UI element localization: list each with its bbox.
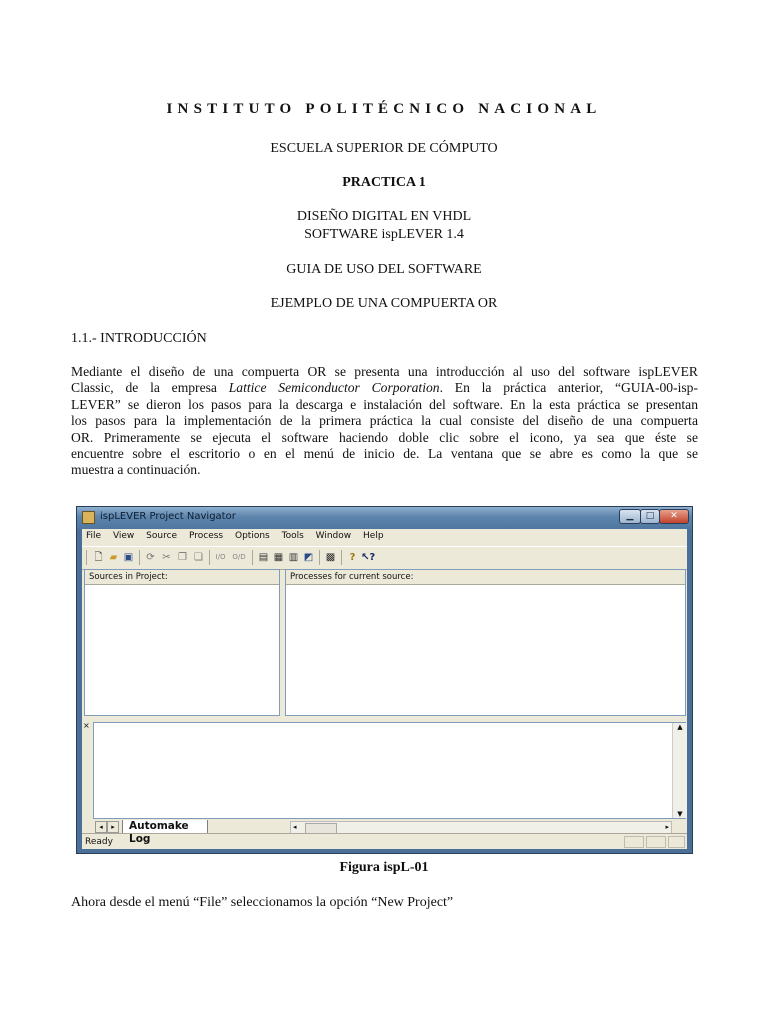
menu-view[interactable]: View bbox=[112, 531, 135, 541]
refresh-icon[interactable]: ⟳ bbox=[146, 552, 155, 563]
intro-line-7: muestra a continuación. bbox=[71, 462, 201, 478]
processes-header: Processes for current source: bbox=[286, 570, 685, 585]
intro-line-4: los pasos para la implementación de la primera práctica la cual consiste del diseño de una compuerta bbox=[71, 413, 698, 429]
table-icon[interactable]: ▦ bbox=[273, 552, 284, 563]
paste-icon[interactable]: ❏ bbox=[194, 552, 203, 563]
close-log-icon[interactable]: × bbox=[83, 721, 90, 730]
intro-line-3: LEVER” se dieron los pasos para la descarga e instalación del software. En la esta práctica se presentan bbox=[71, 396, 698, 412]
processes-pane[interactable] bbox=[285, 569, 686, 716]
toolbar bbox=[82, 546, 687, 570]
toolbar-separator bbox=[319, 550, 320, 565]
screenshot-window bbox=[76, 506, 693, 854]
chip-icon[interactable]: ▩ bbox=[325, 552, 336, 563]
guide-title: GUIA DE USO DEL SOFTWARE bbox=[286, 262, 482, 277]
institution-title: INSTITUTO POLITÉCNICO NACIONAL bbox=[166, 101, 602, 117]
status-text: Ready bbox=[85, 837, 113, 847]
io-button[interactable]: I/O bbox=[215, 553, 226, 561]
company-name: Lattice Semiconductor Corporation bbox=[228, 380, 440, 396]
example-title: EJEMPLO DE UNA COMPUERTA OR bbox=[270, 296, 498, 311]
toolbar-separator bbox=[252, 550, 253, 565]
download-icon[interactable]: ◩ bbox=[303, 552, 314, 563]
log-vertical-scrollbar[interactable] bbox=[672, 723, 687, 818]
intro-line-2 bbox=[71, 380, 698, 396]
log-pane[interactable] bbox=[93, 722, 686, 819]
save-icon[interactable]: ▣ bbox=[123, 552, 134, 563]
closing-text: Ahora desde el menú “File” seleccionamos la opción “New Project” bbox=[71, 895, 454, 910]
minimize-button[interactable]: ▁ bbox=[619, 509, 641, 524]
context-help-icon[interactable]: ↖? bbox=[361, 552, 376, 563]
status-cell bbox=[624, 836, 644, 848]
sources-header: Sources in Project: bbox=[85, 570, 279, 585]
grid-icon[interactable]: ▤ bbox=[258, 552, 269, 563]
tab-scroll-right-icon[interactable]: ▸ bbox=[107, 821, 119, 833]
toolbar-separator bbox=[341, 550, 342, 565]
menu-window[interactable]: Window bbox=[315, 531, 352, 541]
toolbar-grip bbox=[86, 550, 87, 565]
tab-scroll-left-icon[interactable]: ◂ bbox=[95, 821, 107, 833]
report-icon[interactable]: ▥ bbox=[288, 552, 299, 563]
new-file-icon[interactable]: 🗋 bbox=[94, 552, 103, 563]
tab-automake-log[interactable]: Automake Log bbox=[122, 820, 208, 834]
maximize-button[interactable]: □ bbox=[640, 509, 660, 524]
scroll-right-icon[interactable]: ▸ bbox=[665, 823, 669, 831]
menu-source[interactable]: Source bbox=[146, 531, 178, 541]
toolbar-separator bbox=[139, 550, 140, 565]
copy-icon[interactable]: ❐ bbox=[178, 552, 187, 563]
cut-icon[interactable]: ✂ bbox=[162, 552, 171, 563]
window-title: ispLEVER Project Navigator bbox=[100, 511, 236, 522]
school-name: ESCUELA SUPERIOR DE CÓMPUTO bbox=[270, 141, 498, 156]
intro-line-6: encuentre sobre el escritorio o en el menú de inicio de. La ventana que se abre es como la que se bbox=[71, 446, 698, 462]
status-cell bbox=[668, 836, 685, 848]
menu-help[interactable]: Help bbox=[363, 531, 384, 541]
menu-file[interactable]: File bbox=[86, 531, 102, 541]
menu-process[interactable]: Process bbox=[188, 531, 224, 541]
toolbar-separator bbox=[209, 550, 210, 565]
menu-bar bbox=[82, 531, 393, 545]
intro-line-1: Mediante el diseño de una compuerta OR se presenta una introducción al uso del software ispLEVER bbox=[71, 364, 698, 379]
practice-title: PRACTICA 1 bbox=[342, 175, 426, 190]
status-cell bbox=[646, 836, 666, 848]
menu-tools[interactable]: Tools bbox=[281, 531, 304, 541]
section-heading: 1.1.- INTRODUCCIÓN bbox=[71, 331, 207, 346]
figure-caption: Figura ispL-01 bbox=[339, 860, 429, 875]
intro-line-2b: . En la práctica anterior, “GUIA-00-isp- bbox=[439, 380, 699, 396]
scroll-left-icon[interactable]: ◂ bbox=[293, 823, 297, 831]
open-folder-icon[interactable]: ▰ bbox=[109, 552, 118, 563]
scroll-up-icon[interactable]: ▲ bbox=[677, 723, 683, 731]
status-bar bbox=[82, 833, 687, 849]
menu-options[interactable]: Options bbox=[235, 531, 270, 541]
od-button[interactable]: O/D bbox=[232, 553, 246, 561]
log-area bbox=[82, 720, 687, 849]
course-line-1: DISEÑO DIGITAL EN VHDL bbox=[296, 209, 472, 224]
help-icon[interactable]: ? bbox=[349, 552, 356, 563]
close-button[interactable]: ✕ bbox=[659, 509, 689, 524]
intro-line-2a: Classic, de la empresa bbox=[71, 380, 229, 396]
window-client bbox=[82, 529, 687, 849]
window-titlebar bbox=[77, 507, 692, 529]
intro-line-5: OR. Primeramente se ejecuta el software haciendo doble clic sobre el icono, ya sea que éste se bbox=[71, 429, 698, 445]
course-line-2: SOFTWARE ispLEVER 1.4 bbox=[304, 227, 464, 242]
scroll-down-icon[interactable]: ▼ bbox=[677, 810, 683, 818]
sources-pane[interactable] bbox=[84, 569, 280, 716]
app-icon bbox=[82, 511, 95, 524]
intro-paragraph bbox=[71, 364, 698, 479]
